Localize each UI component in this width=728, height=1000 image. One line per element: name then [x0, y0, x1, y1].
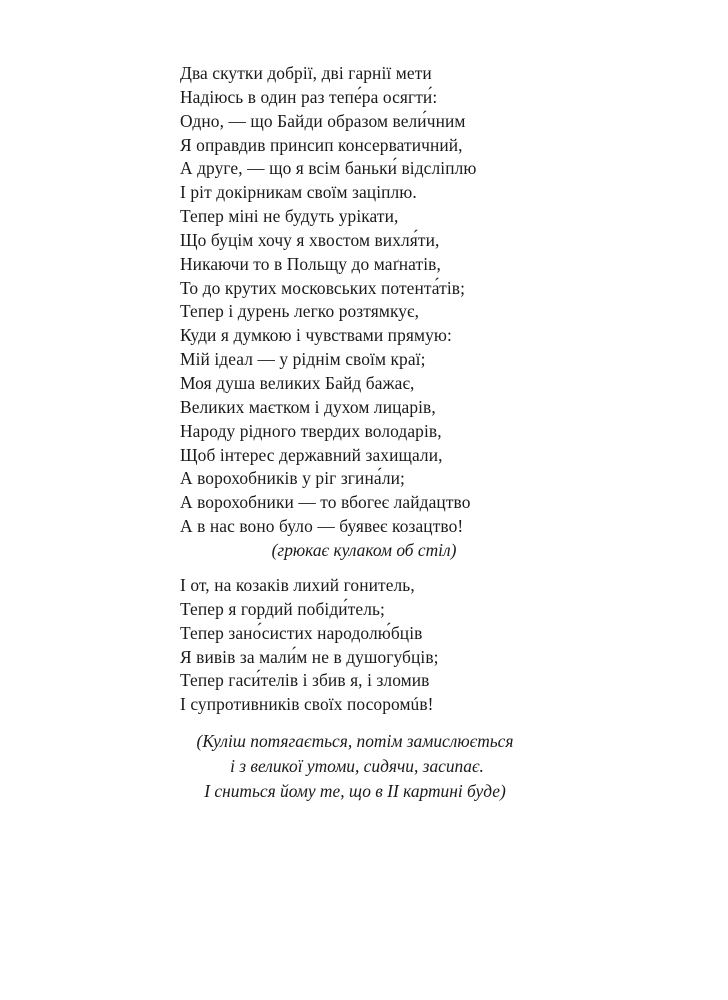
poem-stanza-2 [180, 574, 439, 717]
verse-line: Моя душа великих Байд бажає, [180, 372, 415, 393]
verse-line: І ріт докірникам своїм заціплю. [180, 182, 417, 203]
verse-line: Надіюсь в один раз тепе́ра осягти́: [180, 86, 438, 107]
verse-line: А ворохобників у ріг згина́ли; [180, 468, 405, 489]
verse-line: І супротивників своїх посоромúв! [180, 694, 434, 715]
verse-line: Тепер гаси́телів і збив я, і зломив [180, 670, 430, 691]
stage-direction: (грюкає кулаком об стіл) [271, 540, 457, 560]
verse-line: А друге, — що я всім баньки́ відсліплю [180, 158, 477, 179]
verse-line: Тепер міні не будуть урікати, [180, 206, 399, 227]
verse-line: То до крутих московських потента́тів; [180, 277, 466, 298]
verse-line: Великих маєтком і духом лицарів, [180, 396, 436, 417]
verse-line: Що буцім хочу я хвостом вихля́ти, [180, 229, 440, 250]
verse-line: Тепер я гордий побіди́тель; [180, 598, 385, 619]
verse-line: Щоб інтерес державний захищали, [180, 444, 443, 465]
stage-direction-line: І сниться йому те, що в II картині буде) [204, 781, 506, 801]
verse-line: Куди я думкою і чувствами прямую: [180, 325, 452, 346]
closing-stage-direction [0, 729, 684, 804]
verse-line: А ворохобники — то вбогеє лайдацтво [180, 492, 471, 513]
verse-line: А в нас воно було — буявеє козацтво! [180, 516, 464, 537]
stage-direction-line: і з великої утоми, сидячи, засипає. [230, 756, 484, 776]
verse-line: Два скутки добрії, дві гарнії мети [180, 63, 432, 83]
verse-line: Мій ідеал — у ріднім своїм краї; [180, 349, 426, 370]
verse-line: Я вивів за мали́м не в душогубців; [180, 646, 439, 667]
verse-line: Тепер зано́систих народолю́бців [180, 622, 423, 643]
verse-line: Я оправдив принсип консерватичний, [180, 134, 463, 155]
verse-line: Тепер і дурень легко розтямкує, [180, 301, 420, 322]
stage-direction-line: (Куліш потягається, потім замислюється [196, 731, 514, 751]
verse-line: Народу рідного твердих володарів, [180, 420, 442, 441]
poem-stanza-1 [180, 62, 476, 539]
verse-line: Никаючи то в Польщу до маґнатів, [180, 253, 441, 274]
verse-line: І от, на козаків лихий гонитель, [180, 575, 415, 595]
verse-line: Одно, — що Байди образом вели́чним [180, 110, 466, 131]
